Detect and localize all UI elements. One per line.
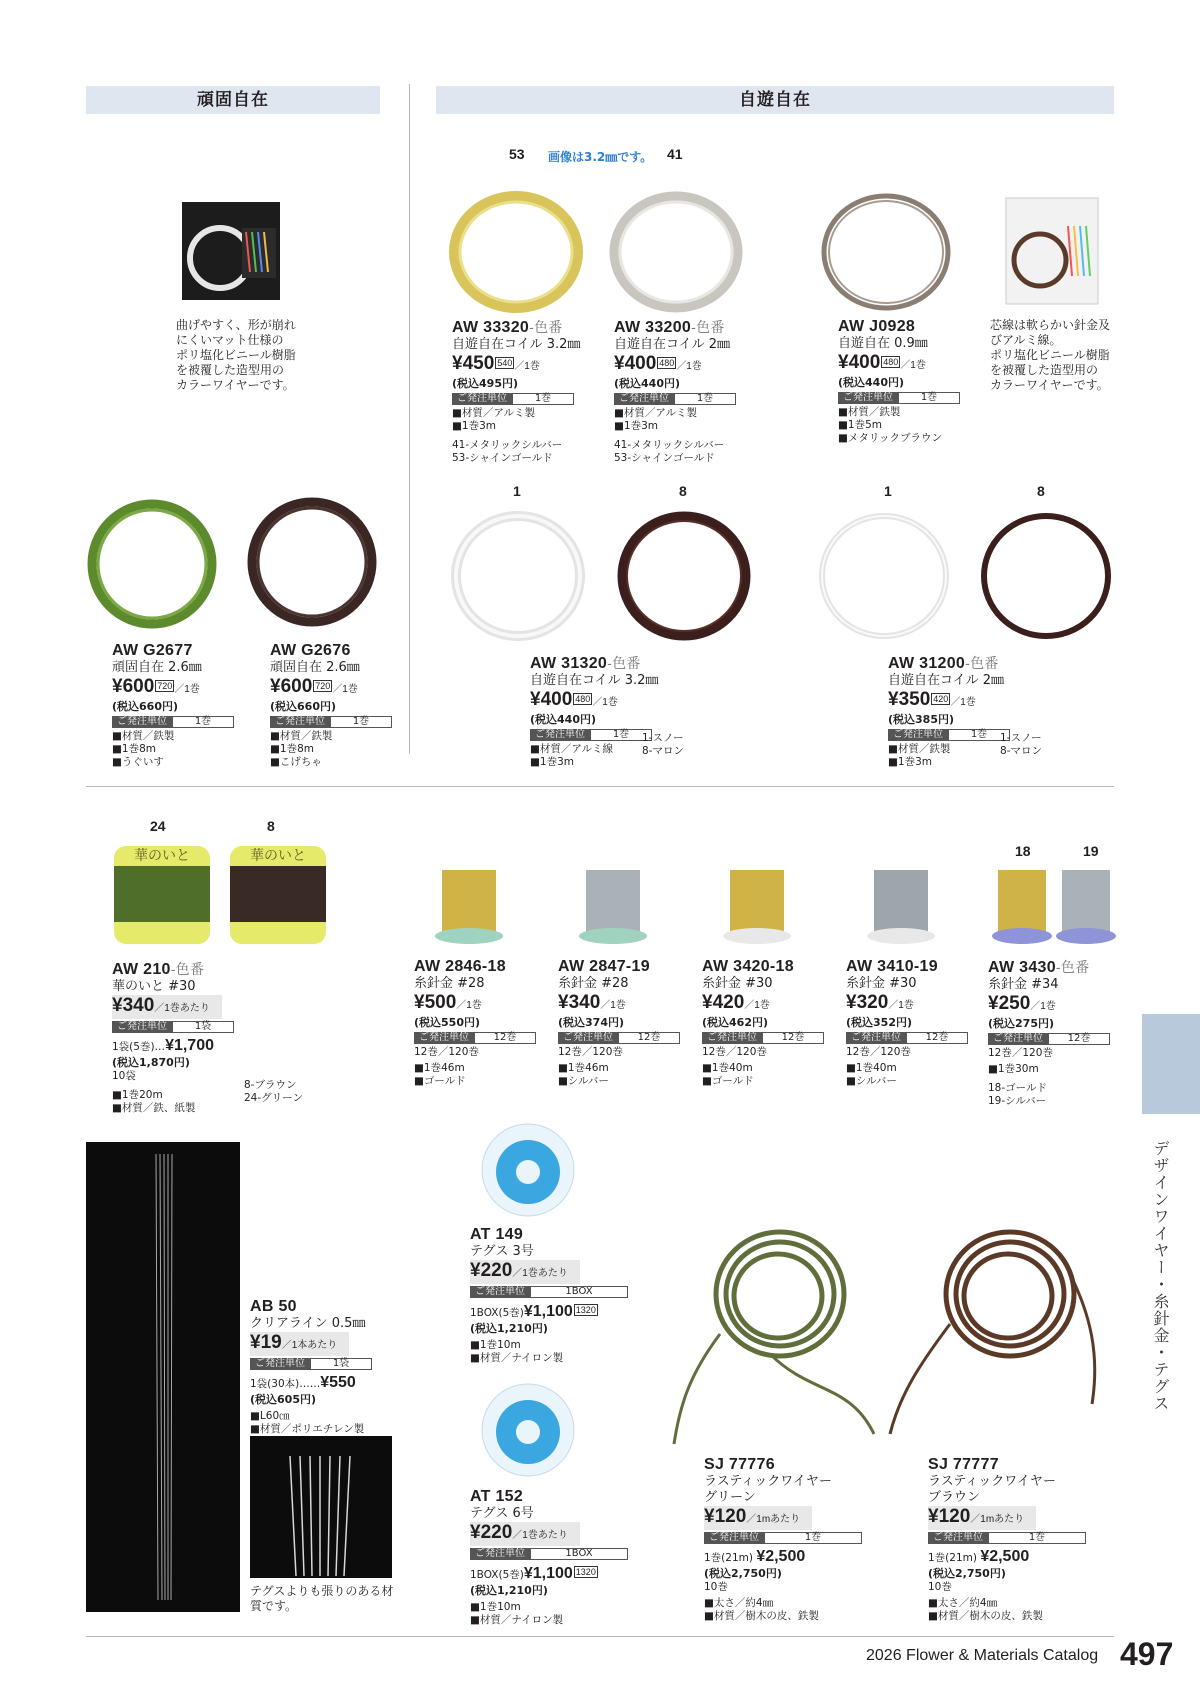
color-option: 8-マロン (642, 745, 684, 757)
product-price: ¥600 720 ／1巻 (112, 676, 200, 697)
spec-line: ■材質／ポリエチレン製 (250, 1423, 365, 1435)
page-number: 497 (1120, 1636, 1174, 1672)
product-code: SJ 77777 (928, 1456, 999, 1473)
color-number-label: 8 (1037, 483, 1045, 499)
spec-line: ■1巻8m (112, 743, 157, 755)
order-unit: ご発注単位 1袋 (250, 1358, 372, 1370)
order-unit: ご発注単位 1袋 (112, 1021, 234, 1033)
product-image-spool-gold (432, 864, 506, 946)
product-image-coil-gold (446, 190, 586, 314)
section-header-left: 頑固自在 (86, 86, 380, 114)
description-ab50 (250, 1584, 400, 1614)
product-code: AT 149 (470, 1226, 524, 1243)
description-line: 曲げやすく、形が崩れ (176, 318, 296, 332)
product-name: 糸針金 #34 (988, 977, 1059, 992)
spec-line: ■1巻3m (888, 756, 933, 768)
product-price: ¥400 480 ／1巻 (838, 352, 926, 373)
order-unit: ご発注単位 12巻 (414, 1032, 536, 1044)
spec-line: ■1巻3m (452, 420, 497, 432)
bulk-price: 1袋(30本)……¥550 (250, 1374, 356, 1391)
product-sj77776 (704, 1456, 862, 1623)
product-price: ¥120／1mあたり (704, 1506, 862, 1530)
product-awg2677 (112, 642, 234, 769)
color-option: 1-スノー (1000, 732, 1042, 744)
spec-line: ■材質／アルミ製 (452, 407, 536, 419)
pack-info: 12巻／120巻 (414, 1046, 479, 1058)
spec-line: ■材質／アルミ製 (614, 407, 698, 419)
spec-line: ■ゴールド (414, 1075, 466, 1087)
product-aw210 (112, 960, 234, 1115)
color-number-label: 24 (150, 818, 166, 834)
spec-line: ■ゴールド (702, 1075, 754, 1087)
product-image-rustic-brown (880, 1214, 1110, 1454)
spec-line: ■こげちゃ (270, 756, 322, 768)
product-name: 華のいと #30 (112, 979, 196, 994)
spec-line: ■1巻8m (270, 743, 315, 755)
pack-info: 12巻／120巻 (988, 1047, 1053, 1059)
color-number-label: 8 (679, 483, 687, 499)
pack-info: 12巻／120巻 (846, 1046, 911, 1058)
color-option: 41-メタリックシルバー (614, 439, 725, 451)
spec-line: ■1巻3m (530, 756, 575, 768)
color-options-aw210 (244, 1079, 303, 1105)
description-line: ポリ塩化ビニール樹脂 (176, 348, 296, 362)
description-line: にくいマット仕様の (176, 333, 284, 347)
spec-line: ■メタリックブラウン (838, 432, 943, 444)
product-name: 糸針金 #30 (702, 976, 773, 991)
bulk-count: 10袋 (112, 1070, 136, 1082)
card-label-text: 華のいと (134, 848, 190, 864)
product-name-color: ブラウン (928, 1490, 981, 1505)
product-price: ¥400 480 ／1巻 (530, 689, 618, 710)
card-label-text: 華のいと (250, 848, 306, 864)
product-price: ¥420／1巻 (702, 992, 770, 1013)
color-options-aw31200 (1000, 732, 1042, 758)
product-price: ¥450 540 ／1巻 (452, 353, 540, 374)
description-line: カラーワイヤーです。 (990, 378, 1109, 392)
description-left (176, 318, 316, 393)
product-name: 自遊自在 0.9㎜ (838, 336, 928, 351)
bulk-count: 10巻 (704, 1581, 728, 1593)
price-tax-included: (税込275円) (988, 1017, 1055, 1030)
spec-line: ■材質／アルミ線 (530, 743, 614, 755)
catalog-brand: 2026 Flower & Materials Catalog (866, 1647, 1099, 1664)
product-image-spool-silver-3 (1054, 864, 1118, 946)
product-name: 頑固自在 2.6㎜ (270, 660, 360, 675)
product-code: AW 31320-色番 (530, 655, 641, 672)
product-price: ¥320／1巻 (846, 992, 914, 1013)
product-awg2676 (270, 642, 392, 769)
order-unit: ご発注単位 12巻 (558, 1032, 680, 1044)
price-tax-included: (税込550円) (414, 1016, 481, 1029)
product-aw33320 (452, 318, 580, 465)
product-code: AW 2846-18 (414, 958, 506, 975)
description-line: ポリ塩化ビニール樹脂 (990, 348, 1110, 362)
spec-line: ■太さ／約4㎜ (704, 1597, 774, 1609)
price-tax-included: (税込660円) (270, 700, 337, 713)
description-line: カラーワイヤーです。 (176, 378, 295, 392)
product-aw3420 (702, 958, 824, 1088)
spec-line: ■1巻10m (470, 1339, 521, 1351)
section-header-right: 自遊自在 (436, 86, 1114, 114)
spec-line: ■L60㎝ (250, 1410, 290, 1422)
product-name: ラスティックワイヤー (928, 1474, 1056, 1489)
product-image-coil-maroon-2 (976, 508, 1116, 644)
product-image-tegus-6 (478, 1380, 578, 1480)
price-tax-included: (税込374円) (558, 1016, 625, 1029)
bulk-price-tax-included: (税込2,750円) (928, 1567, 1006, 1580)
product-aw3410 (846, 958, 968, 1088)
product-image-spool-silver (576, 864, 650, 946)
description-right (990, 318, 1130, 393)
spec-line: ■1巻40m (702, 1062, 753, 1074)
product-price: ¥340／1巻あたり (112, 995, 234, 1019)
description-line: 質です。 (250, 1599, 298, 1613)
spec-line: ■材質／ナイロン製 (470, 1614, 564, 1626)
product-code: AW J0928 (838, 318, 916, 335)
spec-line: ■材質／樹木の皮、鉄製 (928, 1610, 1043, 1622)
product-code: SJ 77776 (704, 1456, 775, 1473)
product-image-coil-snow (448, 508, 588, 644)
divider-vertical (409, 84, 410, 754)
spec-line: ■材質／ナイロン製 (470, 1352, 564, 1364)
divider-horizontal-1 (86, 786, 1114, 787)
product-price: ¥120／1mあたり (928, 1506, 1086, 1530)
product-name: 自遊自在コイル 3.2㎜ (530, 673, 659, 688)
section-side-tab (1142, 1014, 1200, 1114)
spec-line: ■シルバー (558, 1075, 609, 1087)
price-tax-included: (税込660円) (112, 700, 179, 713)
color-option: 8-マロン (1000, 745, 1042, 757)
order-unit: ご発注単位 1BOX (470, 1286, 628, 1298)
color-number-label: 1 (884, 483, 892, 499)
divider-footer (86, 1636, 1114, 1637)
product-aw31320 (530, 654, 658, 769)
bulk-price-tax-included: (税込1,210円) (470, 1584, 548, 1597)
color-option: 18-ゴールド (988, 1082, 1047, 1094)
price-tax-included: (税込495円) (452, 377, 519, 390)
spec-line: ■1巻30m (988, 1063, 1039, 1075)
product-image-package-right (1004, 196, 1100, 306)
spec-line: ■1巻40m (846, 1062, 897, 1074)
product-price: ¥350 420 ／1巻 (888, 689, 976, 710)
price-tax-included: (税込440円) (530, 713, 597, 726)
product-at149 (470, 1226, 628, 1365)
product-price: ¥340／1巻 (558, 992, 626, 1013)
product-price: ¥600 720 ／1巻 (270, 676, 358, 697)
product-sj77777 (928, 1456, 1086, 1623)
product-name: ラスティックワイヤー (704, 1474, 832, 1489)
spec-line: ■1巻3m (614, 420, 659, 432)
color-option: 53-シャインゴールド (614, 452, 715, 464)
product-image-spool-gold-2 (720, 864, 794, 946)
product-code: AW 33200-色番 (614, 319, 725, 336)
product-name: 自遊自在コイル 2㎜ (888, 673, 1005, 688)
product-code: AW G2676 (270, 642, 351, 659)
product-code: AT 152 (470, 1488, 524, 1505)
product-price: ¥500／1巻 (414, 992, 482, 1013)
product-at152 (470, 1488, 628, 1627)
pack-info: 12巻／120巻 (558, 1046, 623, 1058)
price-tax-included: (税込352円) (846, 1016, 913, 1029)
spec-line: ■1巻5m (838, 419, 883, 431)
order-unit: ご発注単位 1巻 (838, 392, 960, 404)
product-code: AW G2677 (112, 642, 193, 659)
pack-info: 12巻／120巻 (702, 1046, 767, 1058)
color-options-aw31320 (642, 732, 684, 758)
order-unit: ご発注単位 1巻 (112, 716, 234, 728)
product-price: ¥220／1巻あたり (470, 1522, 628, 1546)
product-image-coil-green (84, 496, 220, 632)
spec-line: ■材質／鉄製 (270, 730, 333, 742)
order-unit: ご発注単位 12巻 (988, 1033, 1110, 1045)
spec-line: ■材質／鉄製 (838, 406, 901, 418)
color-number-label: 19 (1083, 843, 1099, 859)
product-name: 頑固自在 2.6㎜ (112, 660, 202, 675)
bulk-price-tax-included: (税込2,750円) (704, 1567, 782, 1580)
product-image-clearline (86, 1142, 240, 1612)
spec-line: ■シルバー (846, 1075, 897, 1087)
product-name: 糸針金 #30 (846, 976, 917, 991)
product-code: AW 33320-色番 (452, 319, 563, 336)
side-section-title: デザインワイヤー・糸針金・テグス (1151, 1140, 1170, 1412)
product-code: AW 3410-19 (846, 958, 938, 975)
product-image-clearline-closeup (250, 1436, 392, 1578)
spec-line: ■材質／鉄製 (888, 743, 951, 755)
product-aw31200 (888, 654, 1010, 769)
order-unit: ご発注単位 1巻 (888, 729, 1010, 741)
product-aw3430 (988, 958, 1110, 1108)
spec-line: ■1巻20m (112, 1089, 163, 1101)
product-code: AB 50 (250, 1298, 297, 1315)
description-line: を被覆した造型用の (990, 363, 1099, 377)
product-price: ¥250／1巻 (988, 993, 1056, 1014)
spec-line: ■1巻46m (414, 1062, 465, 1074)
color-option: 53-シャインゴールド (452, 452, 553, 464)
spec-line: ■材質／鉄、紙製 (112, 1102, 196, 1114)
product-image-hananoito-brown (228, 842, 328, 948)
product-code: AW 3420-18 (702, 958, 794, 975)
product-awj0928 (838, 318, 960, 445)
product-name: クリアライン 0.5㎜ (250, 1316, 366, 1331)
color-option: 41-メタリックシルバー (452, 439, 563, 451)
bulk-count: 10巻 (928, 1581, 952, 1593)
order-unit: ご発注単位 1巻 (452, 393, 580, 405)
description-line: 芯線は軟らかい針金及 (990, 318, 1111, 332)
color-option: 8-ブラウン (244, 1079, 297, 1091)
product-name: 糸針金 #28 (414, 976, 485, 991)
product-image-rustic-green (660, 1214, 880, 1454)
product-name: テグス 3号 (470, 1244, 534, 1259)
product-image-tegus-3 (478, 1120, 578, 1220)
color-option: 19-シルバー (988, 1095, 1047, 1107)
order-unit: ご発注単位 1巻 (270, 716, 392, 728)
order-unit: ご発注単位 1BOX (470, 1548, 628, 1560)
product-image-hananoito-green (112, 842, 212, 948)
description-line: テグスよりも張りのある材 (250, 1584, 394, 1598)
description-line: びアルミ線。 (990, 333, 1062, 347)
product-image-coil-bronze (816, 190, 956, 314)
product-name: 糸針金 #28 (558, 976, 629, 991)
product-name: 自遊自在コイル 2㎜ (614, 337, 731, 352)
spec-line: ■材質／鉄製 (112, 730, 175, 742)
product-image-coil-silver (606, 190, 746, 314)
product-code: AW 210-色番 (112, 961, 205, 978)
spec-line: ■1巻46m (558, 1062, 609, 1074)
product-ab50 (250, 1298, 372, 1436)
bulk-price-tax-included: (税込1,870円) (112, 1056, 190, 1069)
color-number-label: 1 (513, 483, 521, 499)
order-unit: ご発注単位 1巻 (928, 1532, 1086, 1544)
spec-line: ■材質／樹木の皮、鉄製 (704, 1610, 819, 1622)
order-unit: ご発注単位 12巻 (702, 1032, 824, 1044)
color-option: 1-スノー (642, 732, 684, 744)
bulk-price-tax-included: (税込1,210円) (470, 1322, 548, 1335)
color-number-label: 41 (667, 146, 683, 162)
product-code: AW 2847-19 (558, 958, 650, 975)
order-unit: ご発注単位 1巻 (614, 393, 736, 405)
color-option: 24-グリーン (244, 1092, 303, 1104)
product-name: 自遊自在コイル 3.2㎜ (452, 337, 581, 352)
price-tax-included: (税込462円) (702, 1016, 769, 1029)
product-aw2846 (414, 958, 536, 1088)
bulk-price: 1BOX(5巻)¥1,100 1320 (470, 1303, 596, 1320)
price-tax-included: (税込440円) (838, 376, 905, 389)
product-price: ¥220／1巻あたり (470, 1260, 628, 1284)
spec-line: ■うぐいす (112, 756, 164, 768)
product-image-spool-gold-3 (990, 864, 1054, 946)
bulk-price: 1袋(5巻)…¥1,700 (112, 1037, 214, 1054)
bulk-price: 1BOX(5巻)¥1,100 1320 (470, 1565, 596, 1582)
product-price: ¥19／1本あたり (250, 1332, 372, 1356)
price-tax-included: (税込440円) (614, 377, 681, 390)
product-image-package-left (180, 200, 282, 302)
product-price: ¥400 480 ／1巻 (614, 353, 702, 374)
order-unit: ご発注単位 1巻 (530, 729, 658, 741)
bulk-price-tax-included: (税込605円) (250, 1393, 317, 1406)
price-tax-included: (税込385円) (888, 713, 955, 726)
product-aw2847 (558, 958, 680, 1088)
color-number-label: 53 (509, 146, 525, 162)
bulk-price: 1巻(21m) ¥2,500 (704, 1548, 806, 1565)
bulk-price: 1巻(21m) ¥2,500 (928, 1548, 1030, 1565)
product-name: テグス 6号 (470, 1506, 534, 1521)
order-unit: ご発注単位 12巻 (846, 1032, 968, 1044)
color-number-label: 18 (1015, 843, 1031, 859)
image-note: 画像は3.2㎜です。 (548, 150, 653, 164)
product-code: AW 3430-色番 (988, 959, 1090, 976)
product-image-coil-snow-2 (814, 508, 954, 644)
product-code: AW 31200-色番 (888, 655, 999, 672)
description-line: を被覆した造型用の (176, 363, 285, 377)
spec-line: ■1巻10m (470, 1601, 521, 1613)
product-name-color: グリーン (704, 1490, 756, 1505)
product-image-coil-maroon (614, 508, 754, 644)
color-number-label: 8 (267, 818, 275, 834)
product-image-spool-silver-2 (864, 864, 938, 946)
product-image-coil-darkbrown (244, 494, 380, 630)
spec-line: ■太さ／約4㎜ (928, 1597, 998, 1609)
product-aw33200 (614, 318, 736, 465)
order-unit: ご発注単位 1巻 (704, 1532, 862, 1544)
